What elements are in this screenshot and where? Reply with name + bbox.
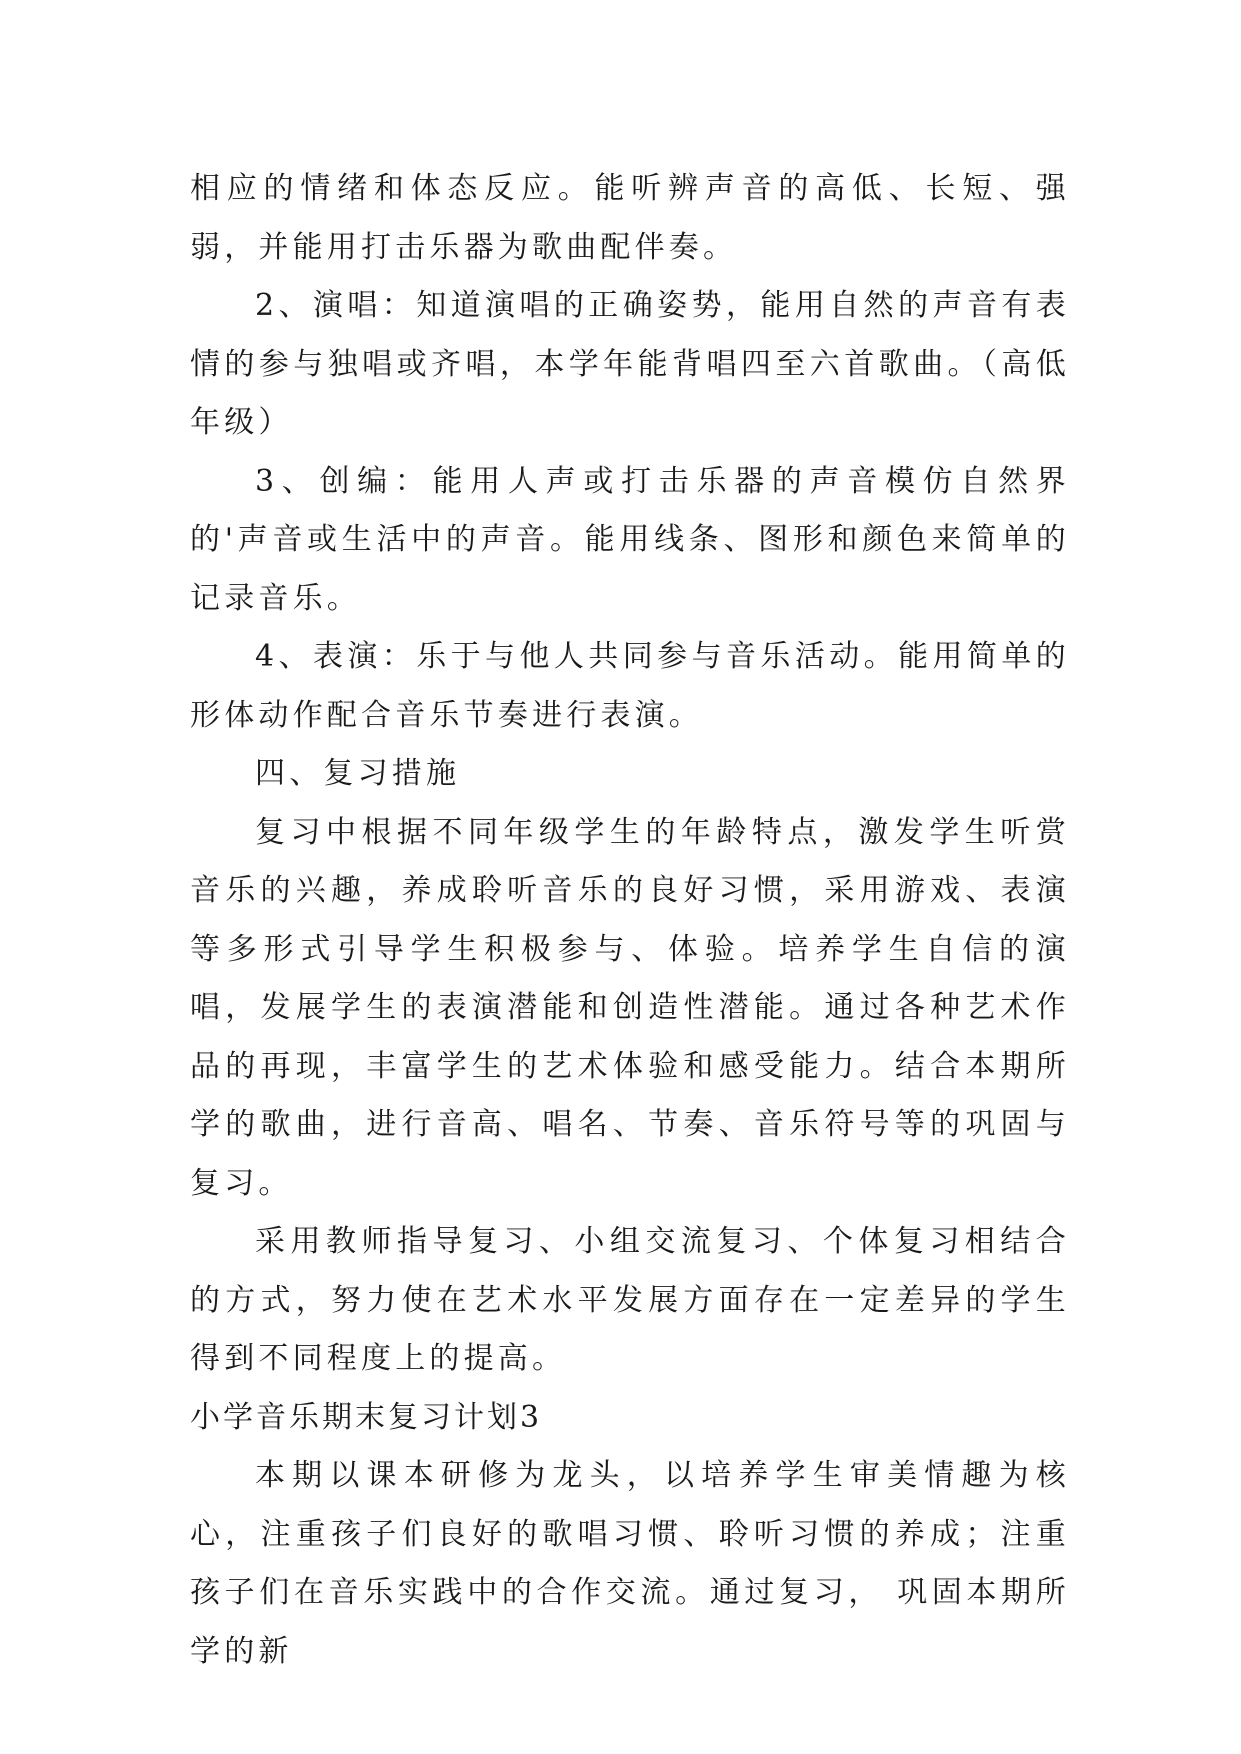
paragraph-creation: 3、创编：能用人声或打击乐器的声音模仿自然界的'声音或生活中的声音。能用线条、图形和颜色来简单的记录音乐。 — [190, 463, 1070, 616]
paragraph-continuation: 相应的情绪和体态反应。能听辨声音的高低、长短、强弱，并能用打击乐器为歌曲配伴奏。 — [190, 171, 1070, 265]
paragraph-plan-intro: 本期以课本研修为龙头，以培养学生审美情趣为核心，注重孩子们良好的歌唱习惯、聆听习惯的养成；注重孩子们在音乐实践中的合作交流。通过复习， 巩固本期所学的新 — [190, 1458, 1070, 1669]
paragraph-review-methods: 复习中根据不同年级学生的年龄特点，激发学生听赏音乐的兴趣，养成聆听音乐的良好习惯，采用游戏、表演等多形式引导学生积极参与、体验。培养学生自信的演唱，发展学生的表演潜能和创造性潜能。通过各种艺术作品的再现，丰富学生的艺术体验和感受能力。结合本期所学的歌曲，进行音高、唱名、节奏、音乐符号等的巩固与复习。 — [190, 814, 1070, 1201]
section-heading-review-measures: 四、复习措施 — [255, 756, 461, 791]
paragraph-review-approach: 采用教师指导复习、小组交流复习、个体复习相结合的方式，努力使在艺术水平发展方面存在一定差异的学生得到不同程度上的提高。 — [190, 1224, 1070, 1376]
document-body — [190, 160, 1070, 1681]
document-section-title: 小学音乐期末复习计划3 — [190, 1399, 543, 1435]
paragraph-performance: 4、表演：乐于与他人共同参与音乐活动。能用简单的形体动作配合音乐节奏进行表演。 — [190, 639, 1070, 733]
paragraph-singing: 2、演唱：知道演唱的正确姿势，能用自然的声音有表情的参与独唱或齐唱，本学年能背唱四至六首歌曲。（高低年级） — [190, 288, 1070, 440]
